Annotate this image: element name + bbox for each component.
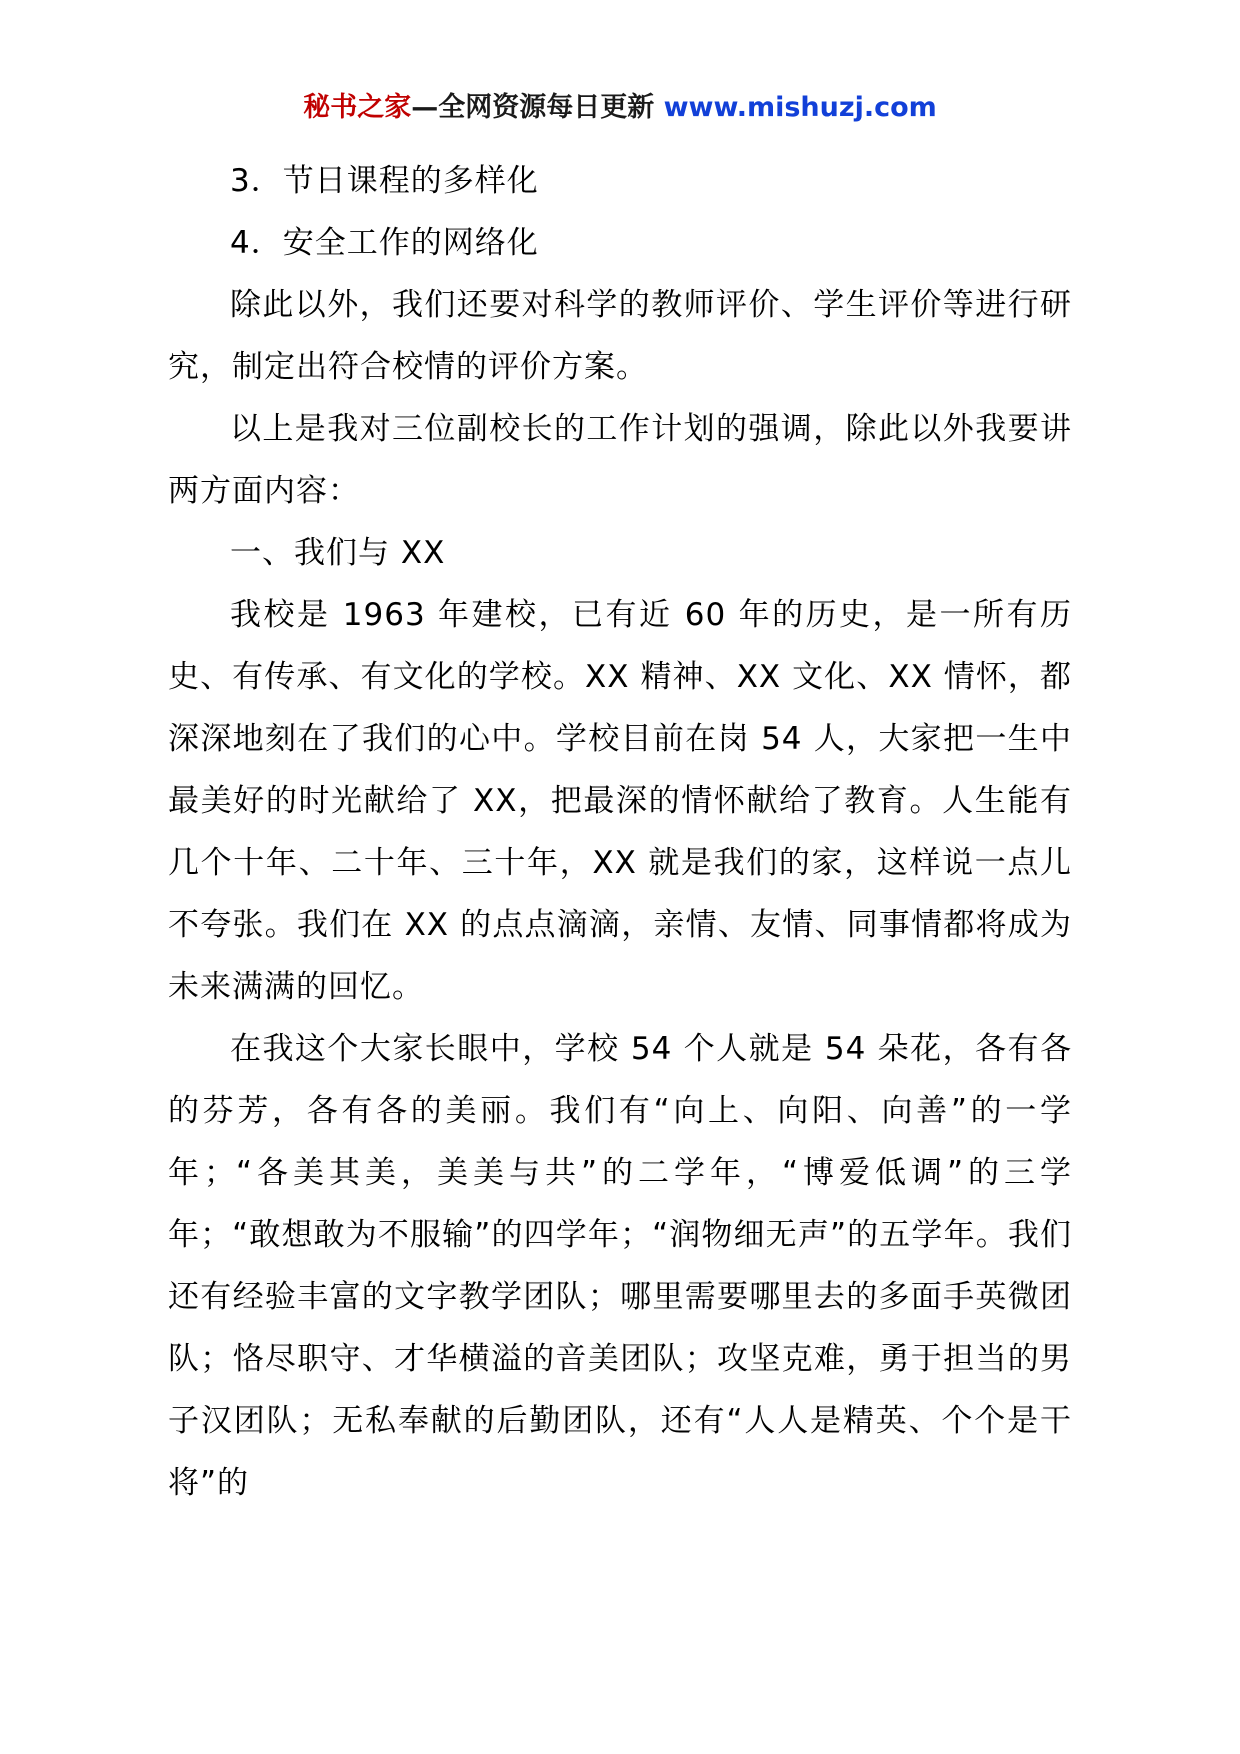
paragraph: 在我这个大家长眼中，学校 54 个人就是 54 朵花，各有各的芬芳，各有各的美丽。我们有“向上、向阳、向善”的一学年；“各美其美，美美与共”的二学年，“博爱低调”的三学年；“敢想敢为不服输”的四学年；“润物细无声”的五学年。我们还有经验丰富的文字教学团队；哪里需要哪里去的多面手英微团队；恪尽职守、才华横溢的音美团队；攻坚克难，勇于担当的男子汉团队；无私奉献的后勤团队，还有“人人是精英、个个是干将”的 — [168, 1031, 1072, 1501]
paragraph: 除此以外，我们还要对科学的教师评价、学生评价等进行研究，制定出符合校情的评价方案。 — [168, 287, 1072, 385]
paragraph-list-item-3: 3．节日课程的多样化 — [230, 163, 539, 199]
site-brand: 秘书之家 — [303, 92, 412, 123]
paragraph: 以上是我对三位副校长的工作计划的强调，除此以外我要讲两方面内容： — [168, 411, 1072, 509]
paragraph-section-heading: 一、我们与 XX — [230, 535, 446, 571]
document-body — [168, 150, 1072, 1514]
site-tagline: —全网资源每日更新 — [411, 92, 664, 123]
paragraph-list-item-4: 4．安全工作的网络化 — [230, 225, 539, 261]
site-url-link[interactable]: www.mishuzj.com — [663, 92, 937, 123]
site-header — [168, 88, 1072, 128]
paragraph: 我校是 1963 年建校，已有近 60 年的历史，是一所有历史、有传承、有文化的学校。XX 精神、XX 文化、XX 情怀，都深深地刻在了我们的心中。学校目前在岗 54 人，大家把一生中最美好的时光献给了 XX，把最深的情怀献给了教育。人生能有几个十年、二十年、三十年，XX 就是我们的家，这样说一点儿不夸张。我们在 XX 的点点滴滴，亲情、友情、同事情都将成为未来满满的回忆。 — [168, 597, 1072, 1005]
